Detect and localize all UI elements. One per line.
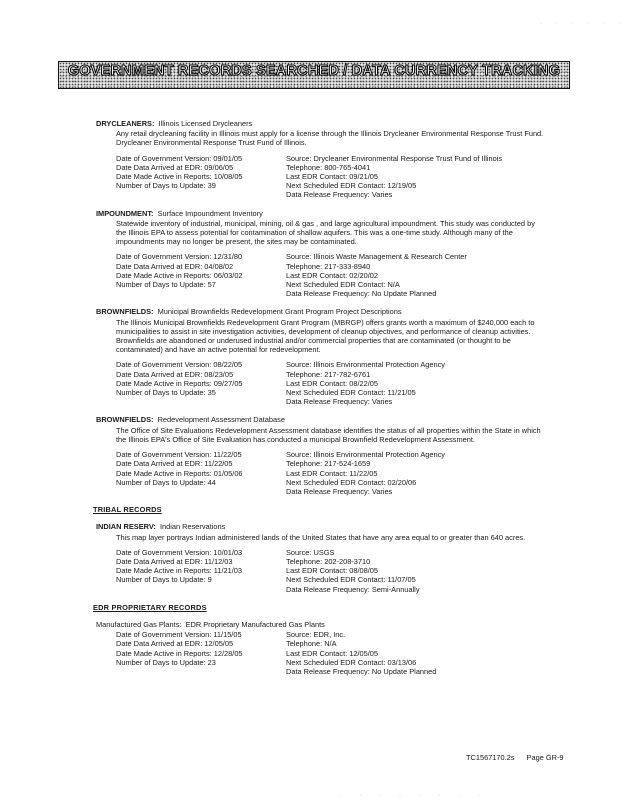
meta-line: Date Data Arrived at EDR: 12/05/05 [116, 639, 234, 649]
meta-line: Source: Illinois Environmental Protection Agency [286, 360, 445, 370]
meta-line: Date of Government Version: 10/01/03 [116, 547, 243, 557]
record-description: The Office of Site Evaluations Redevelopment Assessment database identifies the status of all properties within the State in which the Illinois EPA's Office of Site Evaluation has conducted a municipal Brownfield Redevelopment Assessment. [116, 425, 541, 444]
meta-line: Date Made Active in Reports: 06/03/02 [116, 270, 243, 280]
meta-line: Data Release Frequency: Varies [286, 486, 393, 496]
meta-line: Date Data Arrived at EDR: 11/12/03 [116, 556, 233, 566]
record-metadata [116, 360, 546, 406]
tribal-records-heading: TRIBAL RECORDS [93, 505, 162, 515]
meta-line: Last EDR Contact: 08/08/05 [286, 566, 379, 576]
record-section-brownfields-mbrgp [96, 307, 546, 406]
record-metadata [116, 548, 546, 594]
record-heading [96, 522, 546, 531]
record-source-info [286, 630, 456, 676]
meta-line: Source: USGS [286, 547, 335, 557]
record-name: Surface Impoundment Inventory [157, 208, 263, 218]
record-source-info [286, 153, 503, 200]
meta-line: Date Data Arrived at EDR: 09/06/05 [116, 162, 234, 172]
meta-line: Last EDR Contact: 09/21/05 [286, 172, 379, 182]
meta-line: Data Release Frequency: Semi-Annually [286, 584, 420, 594]
record-source-info [286, 360, 456, 406]
meta-line: Date Made Active in Reports: 11/21/03 [116, 566, 242, 576]
meta-line: Date Data Arrived at EDR: 08/23/05 [116, 369, 234, 379]
meta-line: Source: Drycleaner Environmental Response Trust Fund of Illinois [286, 153, 503, 163]
meta-line: Data Release Frequency: No Update Planned [286, 666, 437, 676]
record-dates [116, 548, 286, 594]
record-metadata [116, 154, 546, 200]
record-name: Redevelopment Assessment Database [157, 415, 285, 425]
record-name: Indian Reservations [159, 522, 226, 532]
record-heading [96, 119, 546, 128]
record-metadata [116, 252, 546, 298]
record-heading [96, 307, 546, 316]
meta-line: Source: EDR, Inc. [286, 630, 346, 640]
meta-line: Date of Government Version: 09/01/05 [116, 153, 243, 163]
meta-line: Data Release Frequency: Varies [286, 397, 393, 407]
meta-line: Last EDR Contact: 08/22/05 [286, 378, 379, 388]
meta-line: Date Made Active in Reports: 12/28/05 [116, 648, 243, 658]
record-dates [116, 252, 286, 298]
record-name: Illinois Licensed Drycleaners [158, 119, 253, 128]
meta-line: Telephone: 217-524-1659 [286, 459, 371, 469]
record-description: This map layer portrays Indian administered lands of the United States that have any area equal to or greater than 640 acres. [116, 532, 526, 542]
record-dates [116, 360, 286, 406]
meta-line: Telephone: 202-208-3710 [286, 556, 371, 566]
banner-title: GOVERNMENT RECORDS SEARCHED / DATA CURRENCY TRACKING [67, 63, 561, 79]
record-name: Municipal Brownfields Redevelopment Grant Program Project Descriptions [157, 307, 402, 317]
record-source-info [286, 252, 467, 299]
record-description: Statewide inventory of industrial, municipal, mining, oil & gas , and large agricultural impoundment. This study was conducted by the Illinois EPA to assess potential for contamination of shallow aquifers. This was a one-time study. Although many of the impoundments may no longer be present, the sites may be contaminated. [116, 218, 535, 247]
meta-line: Telephone: 217-333-8940 [286, 261, 371, 271]
record-heading [96, 415, 546, 424]
page-number: Page GR-9 [526, 753, 564, 762]
record-source-info [286, 450, 456, 496]
meta-line: Date of Government Version: 11/15/05 [116, 630, 242, 640]
meta-line: Number of Days to Update: 23 [116, 657, 216, 667]
record-section-brownfields-assessment [96, 415, 546, 496]
meta-line: Number of Days to Update: 57 [116, 280, 216, 290]
record-dates [116, 154, 286, 200]
meta-line: Date Data Arrived at EDR: 11/22/05 [116, 459, 233, 469]
meta-line: Source: Illinois Waste Management & Research Center [286, 252, 467, 262]
meta-line: Number of Days to Update: 39 [116, 181, 216, 191]
record-label: IMPOUNDMENT: [96, 208, 154, 218]
meta-line: Next Scheduled EDR Contact: 02/20/06 [286, 477, 417, 487]
record-label: BROWNFIELDS: [96, 415, 154, 425]
meta-line: Data Release Frequency: No Update Planned [286, 289, 437, 299]
record-label: DRYCLEANERS: [96, 119, 155, 128]
meta-line: Telephone: N/A [286, 639, 337, 649]
meta-line: Last EDR Contact: 02/20/02 [286, 270, 379, 280]
meta-line: Next Scheduled EDR Contact: 12/19/05 [286, 181, 417, 191]
record-label: Manufactured Gas Plants: [96, 619, 182, 629]
meta-line: Data Release Frequency: Varies [286, 190, 393, 200]
record-metadata [116, 630, 546, 676]
meta-line: Date of Government Version: 08/22/05 [116, 360, 243, 370]
record-description: Any retail drycleaning facility in Illinois must apply for a license through the Illinois Drycleaner Environmental Response Trust Fund. Drycleaner Environmental Response Trust Fund of Illinois. [116, 129, 544, 148]
record-source-info [286, 548, 456, 594]
edr-proprietary-records-heading: EDR PROPRIETARY RECORDS [93, 602, 207, 612]
section-banner [58, 61, 570, 89]
record-section-indian-reserv [96, 522, 546, 593]
meta-line: Date Made Active in Reports: 10/08/05 [116, 172, 243, 182]
scan-noise: · · · · · · [540, 21, 627, 27]
meta-line: Next Scheduled EDR Contact: 11/21/05 [286, 388, 416, 398]
meta-line: Date of Government Version: 12/31/80 [116, 252, 243, 262]
meta-line: Date Made Active in Reports: 09/27/05 [116, 378, 243, 388]
meta-line: Source: Illinois Environmental Protection Agency [286, 450, 445, 460]
meta-line: Date of Government Version: 11/22/05 [116, 450, 242, 460]
meta-line: Number of Days to Update: 9 [116, 575, 212, 585]
meta-line: Date Data Arrived at EDR: 04/08/02 [116, 261, 234, 271]
scan-noise: · · · · · · · · [340, 793, 488, 799]
meta-line: Telephone: 800-765-4041 [286, 162, 371, 172]
meta-line: Last EDR Contact: 11/22/05 [286, 468, 378, 478]
record-heading [96, 620, 546, 629]
records-content [93, 119, 546, 685]
record-name: EDR Proprietary Manufactured Gas Plants [185, 619, 325, 629]
record-section-manufactured-gas-plants [96, 620, 546, 676]
record-dates [116, 450, 286, 496]
page-footer [466, 753, 564, 762]
record-metadata [116, 450, 546, 496]
record-label: INDIAN RESERV: [96, 522, 156, 532]
meta-line: Date Made Active in Reports: 01/05/06 [116, 468, 243, 478]
meta-line: Next Scheduled EDR Contact: 11/07/05 [286, 575, 416, 585]
meta-line: Number of Days to Update: 35 [116, 388, 216, 398]
meta-line: Last EDR Contact: 12/05/05 [286, 648, 379, 658]
record-dates [116, 630, 286, 676]
record-section-impoundment [96, 209, 546, 299]
record-description: The Illinois Municipal Brownfields Redevelopment Grant Program (MBRGP) offers grants worth a maximum of $240,000 each to municipalities to assist in site investigation activities, development of cleanup objectives, and performance of cleanup activities. Brownfields are abandoned or underused industrial and/or commercial properties that are contaminated (or thought to be contaminated) and have an active potential for redevelopment. [116, 317, 535, 355]
record-section-drycleaners [96, 119, 546, 200]
document-id: TC1567170.2s [466, 753, 515, 762]
meta-line: Telephone: 217-782-6761 [286, 369, 371, 379]
record-heading [96, 209, 546, 218]
meta-line: Number of Days to Update: 44 [116, 477, 216, 487]
record-label: BROWNFIELDS: [96, 307, 154, 317]
meta-line: Next Scheduled EDR Contact: N/A [286, 280, 400, 290]
meta-line: Next Scheduled EDR Contact: 03/13/06 [286, 657, 417, 667]
